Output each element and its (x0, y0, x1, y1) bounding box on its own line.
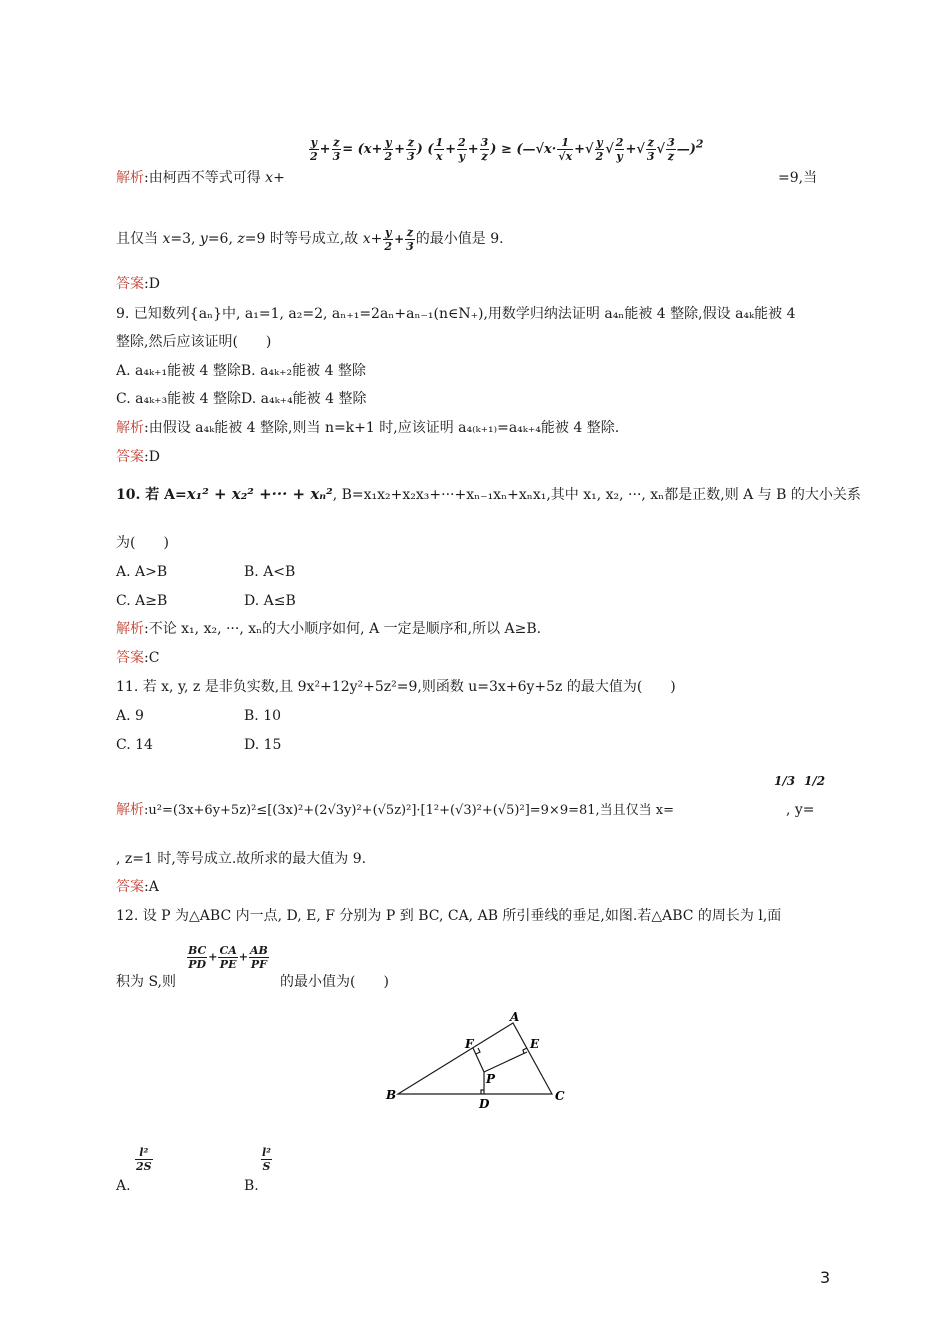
q11-y-label: , y= (786, 802, 815, 818)
q10-sum-of-squares: x₁² + x₂² +··· + xₙ² (186, 485, 333, 503)
q8-analysis-line2: 且仅当 x=3, y=6, z=9 时等号成立,故 x+ $\frac{y}{2}$ + $\frac{z}{3}$ 的最小值是 9. (116, 226, 504, 253)
q10-option-d: D. A≤B (244, 593, 296, 609)
q12-stem-line1: 12. 设 P 为△ABC 内一点, D, E, F 分别为 P 到 BC, CA, AB 所引垂线的垂足,如图.若△ABC 的周长为 l,面 (116, 908, 782, 924)
q9-stem-line2: 整除,然后应该证明( ) (116, 334, 272, 350)
q10-stem-line1: 10. 若 A=x₁² + x₂² +··· + xₙ², B=x₁x₂+x₂x₃+···+xₙ₋₁xₙ+xₙx₁,其中 x₁, x₂, ···, xₙ都是正数,则 A 与 B 的大小关系 (116, 485, 861, 503)
q12-option-b: B. (244, 1178, 259, 1194)
q10-stem-line2: 为( ) (116, 535, 169, 551)
q10-option-c: C. A≥B (116, 593, 168, 609)
q8-analysis: 解析:由柯西不等式可得 x+ (116, 170, 285, 186)
label-p: P (486, 1072, 496, 1086)
analysis-label: 解析 (116, 170, 144, 186)
label-a: A (510, 1010, 520, 1024)
segment-pf (473, 1048, 484, 1072)
q11-analysis-line2: , z=1 时,等号成立.故所求的最大值为 9. (116, 851, 367, 867)
label-b: B (386, 1088, 397, 1102)
q8-cauchy-formula: $\frac{y}{2}$ + $\frac{z}{3}$ = (x+ $\frac{y}{2}$ + $\frac{z}{3}$ ) ( $\frac{1}{x}$ + $\frac{2}{y}$ + $\frac{3}{z}$ ) ≥ (—√x· $\frac{1}{√x}$ +√ $\frac{y}{2}$ √ $\frac{2}{y}$ +√ $\frac{z}{3}$ √ $\frac{3}{z}$ —)$^2$ (310, 136, 704, 163)
triangle-abc (398, 1023, 552, 1094)
q12-stem-line2-end: 的最小值为( ) (280, 974, 389, 990)
right-angle-f (476, 1048, 480, 1054)
q10-option-b: B. A<B (244, 564, 296, 580)
q11-option-a: A. 9 (116, 708, 144, 724)
q9-options-ab: A. a₄ₖ₊₁能被 4 整除B. a₄ₖ₊₂能被 4 整除 (116, 363, 366, 379)
segment-pe (484, 1052, 527, 1072)
q10-analysis: 解析:不论 x₁, x₂, ···, xₙ的大小顺序如何, A 一定是顺序和,所以 A≥B. (116, 621, 542, 637)
q11-answer: 答案:A (116, 879, 159, 895)
page-number: 3 (820, 1268, 831, 1287)
q12-expression: $\frac{BC}{PD}$ + $\frac{CA}{PE}$ + $\frac{AB}{PF}$ (188, 944, 268, 971)
q8-analysis-end: =9,当 (778, 170, 818, 186)
q9-stem-line1: 9. 已知数列{aₙ}中, a₁=1, a₂=2, aₙ₊₁=2aₙ+aₙ₋₁(n∈N₊),用数学归纳法证明 a₄ₙ能被 4 整除,假设 a₄ₖ能被 4 (116, 306, 796, 322)
label-e: E (530, 1037, 540, 1051)
q11-x-value: 1/3 (774, 774, 796, 788)
q12-stem-line2: 积为 S,则 (116, 974, 176, 990)
label-f: F (465, 1037, 474, 1051)
q11-option-d: D. 15 (244, 737, 282, 753)
label-c: C (555, 1089, 565, 1103)
q8-answer: 答案:D (116, 276, 160, 292)
label-d: D (479, 1097, 490, 1110)
q11-y-value: 1/2 (804, 774, 826, 788)
q12-option-a: A. (116, 1178, 131, 1194)
q9-analysis: 解析:由假设 a₄ₖ能被 4 整除,则当 n=k+1 时,应该证明 a₄₍ₖ₊₁₎=a₄ₖ₊₄能被 4 整除. (116, 420, 620, 436)
q12-option-b-math: $\frac{\text{l²}}{S}$ (262, 1146, 271, 1173)
triangle-figure (380, 1010, 580, 1110)
q11-analysis: 解析:u²=(3x+6y+5z)²≤[(3x)²+(2√3y)²+(√5z)²]·[1²+(√3)²+(√5)²]=9×9=81,当且仅当 x= (116, 802, 675, 818)
q11-stem: 11. 若 x, y, z 是非负实数,且 9x²+12y²+5z²=9,则函数 u=3x+6y+5z 的最大值为( ) (116, 679, 676, 695)
q11-option-c: C. 14 (116, 737, 153, 753)
q10-option-a: A. A>B (116, 564, 168, 580)
q12-option-a-math: $\frac{\text{l²}}{2S}$ (136, 1146, 152, 1173)
q11-option-b: B. 10 (244, 708, 282, 724)
q10-answer: 答案:C (116, 650, 160, 666)
q9-answer: 答案:D (116, 449, 160, 465)
q9-options-cd: C. a₄ₖ₊₃能被 4 整除D. a₄ₖ₊₄能被 4 整除 (116, 391, 367, 407)
